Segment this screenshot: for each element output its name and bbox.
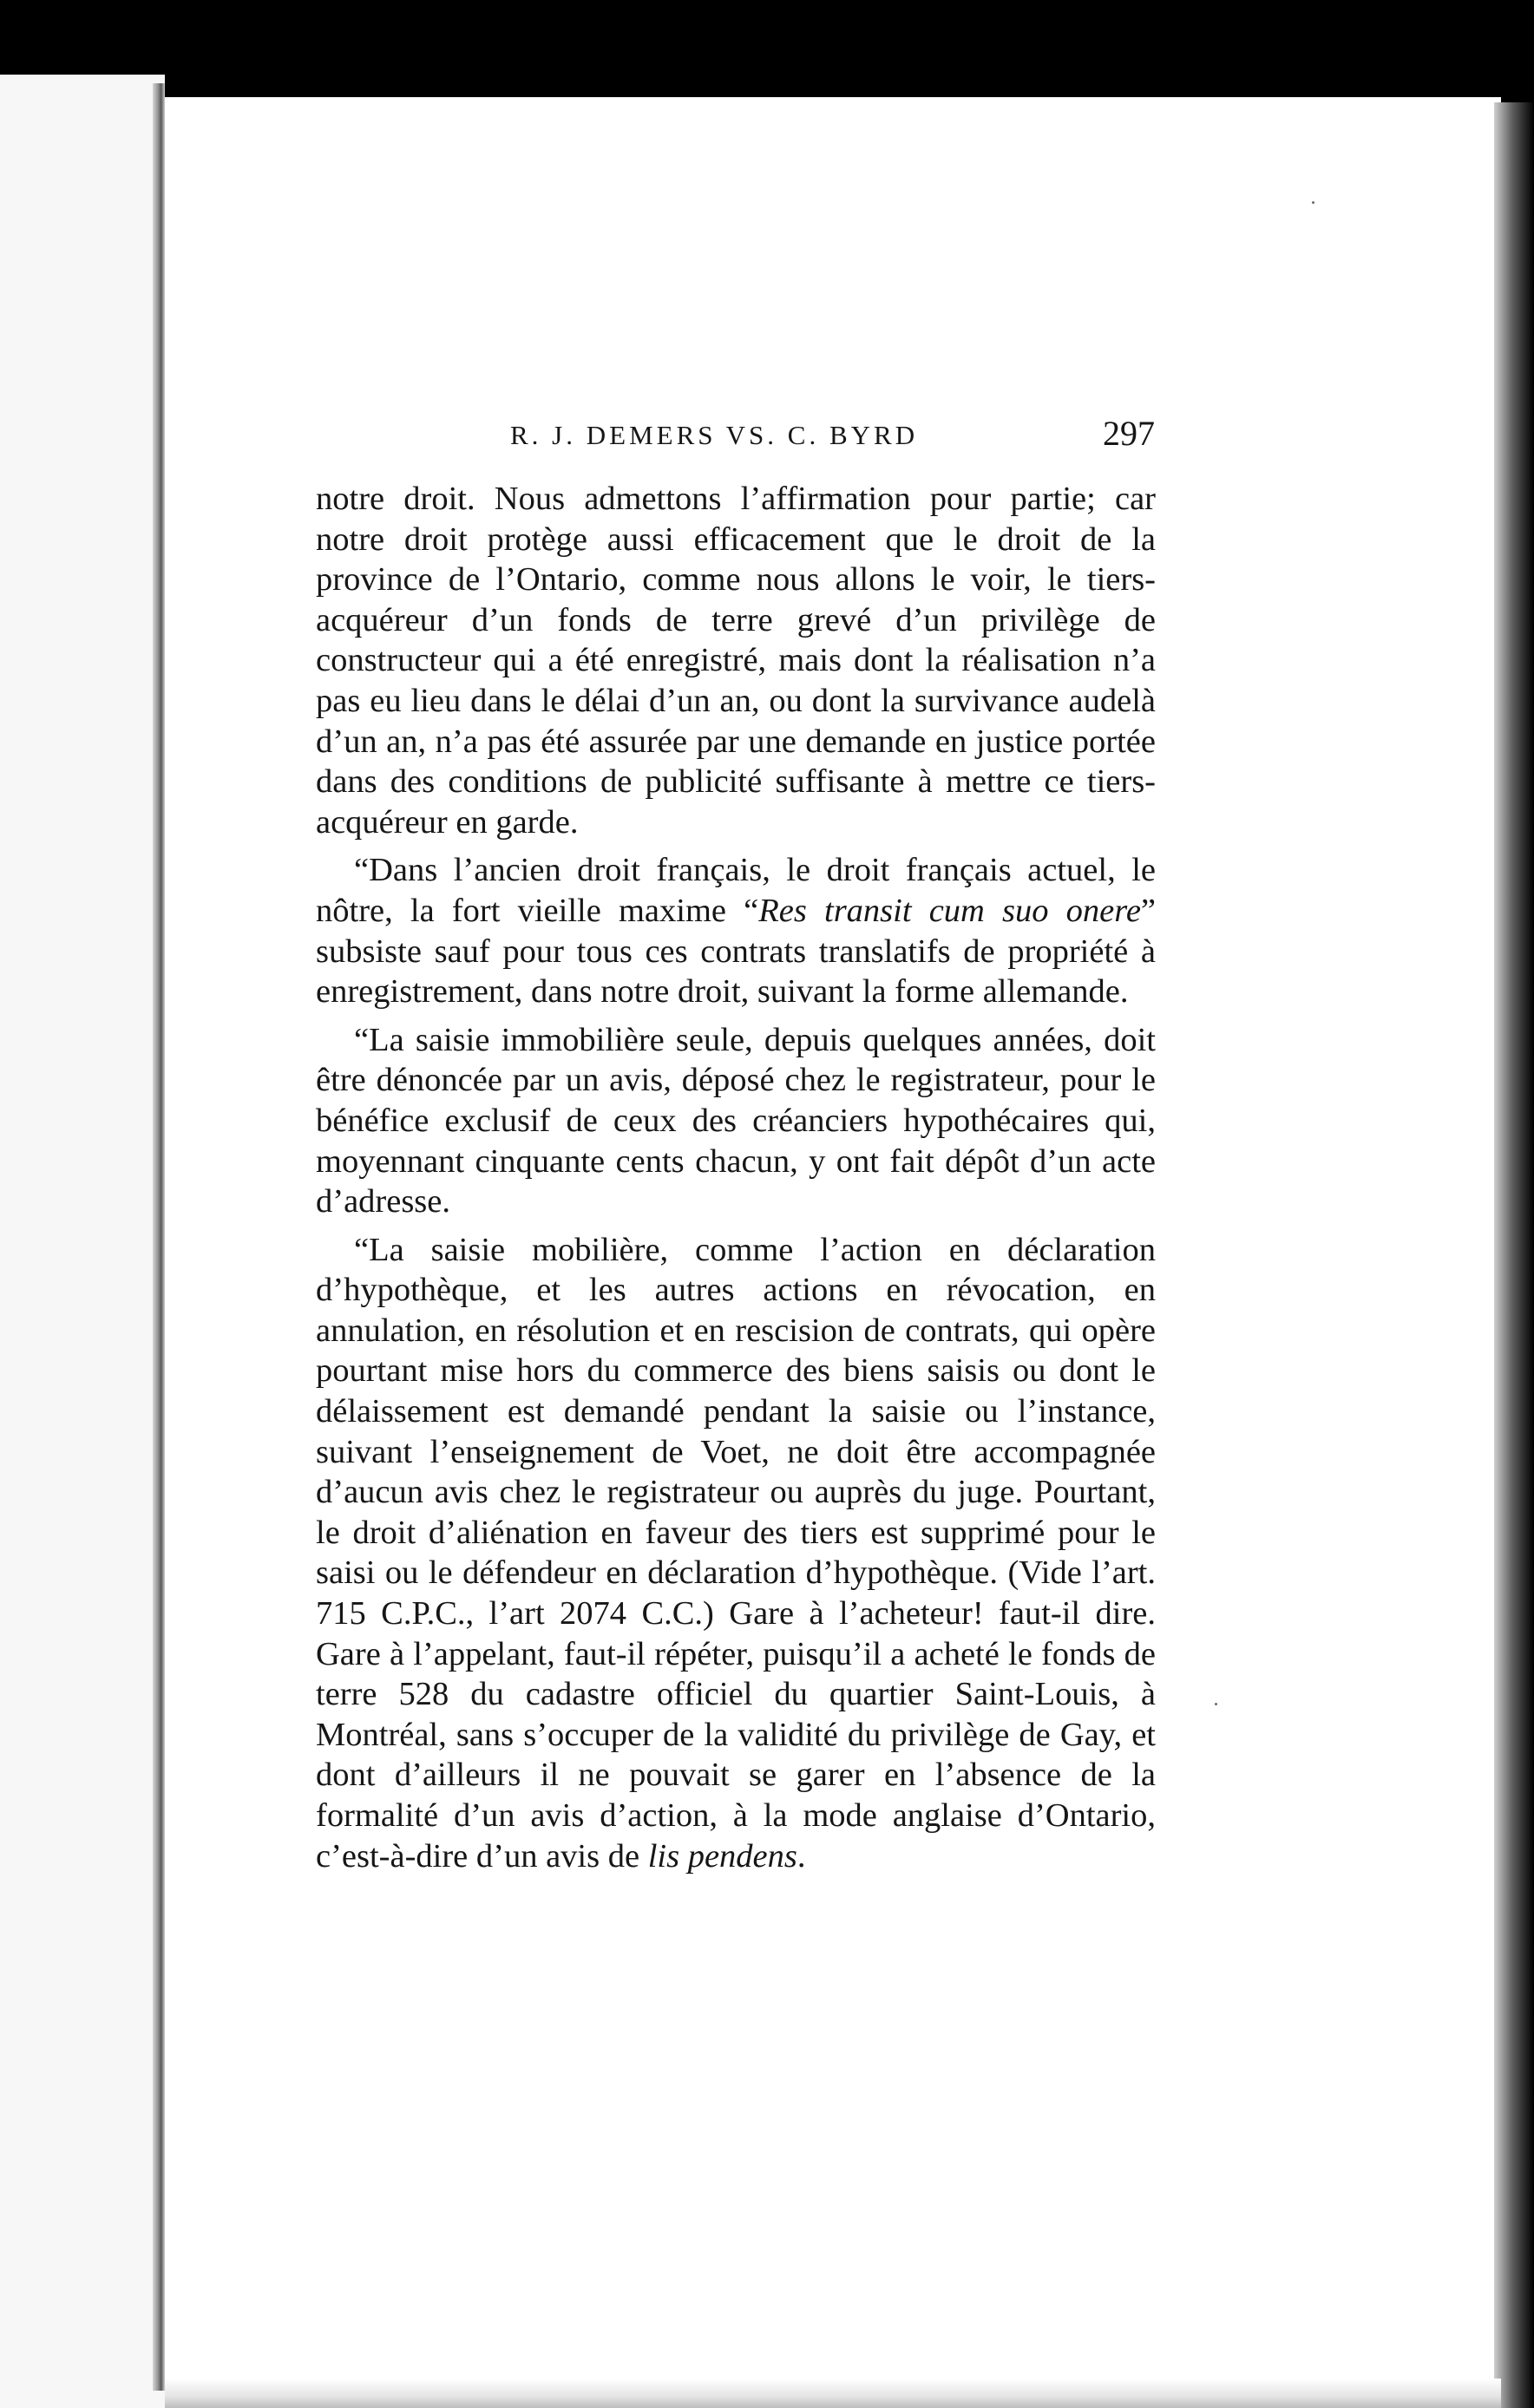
facing-page-edge	[0, 75, 165, 2408]
page-number: 297	[1103, 414, 1155, 453]
latin-term: lis pendens	[647, 1837, 797, 1875]
scan-top-border	[0, 0, 1534, 97]
body-text	[316, 479, 1156, 1884]
paragraph	[316, 850, 1156, 1011]
paragraph-text: “La saisie immobilière seule, depuis quelques années, doit être dénoncée par un avis, déposé chez le registrateur, pour le bénéfice exclusif de ceux des créanciers hypothécaires qui, moyennant cinquante cents chacun, y ont fait dépôt d’un acte d’adresse.	[316, 1021, 1156, 1220]
paragraph	[316, 1230, 1156, 1877]
paragraph-text: “Dans l’ancien droit français, le droit français actuel, le nôtre, la fort vieille maxime “	[316, 852, 1156, 929]
page-bottom-edge	[165, 2379, 1501, 2408]
latin-maxim: Res transit cum suo onere	[758, 892, 1141, 929]
paragraph-text: notre droit. Nous admettons l’affirmation pour partie; car notre droit protège aussi efficacement que le droit de la province de l’Ontario, comme nous allons le voir, le tiers-acquéreur d’un fonds de terre grevé d’un privilège de constructeur qui a été enregistré, mais dont la réalisation n’a pas eu lieu dans le délai d’un an, ou dont la survivance audelà d’un an, n’a pas été assurée par une demande en justice portée dans des conditions de publicité suffisante à mettre ce tiers-acquéreur en garde.	[316, 481, 1156, 841]
paragraph-text: ” subsiste sauf pour tous ces contrats translatifs de propriété à enregistrement, dans notre droit, suivant la forme allemande.	[316, 892, 1157, 1011]
running-head: R. J. DEMERS VS. C. BYRD	[510, 420, 919, 450]
scan-speck	[1215, 1703, 1217, 1705]
paragraph-text: “La saisie mobilière, comme l’action en déclaration d’hypothèque, et les autres actions en révocation, en annulation, en résolution et en rescision de contrats, qui opère pourtant mise hors du commerce des biens saisis ou dont le délaissement est demandé pendant la saisie ou l’instance, suivant l’enseignement de Voet, ne doit être accompagnée d’aucun avis chez le registrateur ou auprès du juge. Pourtant, le droit d’aliénation en faveur des tiers est supprimé pour le saisi ou le défendeur en déclaration d’hypothèque. (Vide l’art. 715 C.P.C., l’art 2074 C.C.) Gare à l’acheteur! faut-il dire. Gare à l’appelant, faut-il répéter, puisqu’il a acheté le fonds de terre 528 du cadastre officiel du quartier Saint-Louis, à Montréal, sans s’occuper de la validité du privilège de Gay, et dont d’ailleurs il ne pouvait se garer en l’absence de la formalité d’un avis d’action, à la mode anglaise d’Ontario, c’est-à-dire d’un avis de	[316, 1231, 1156, 1875]
page-right-shadow	[1494, 102, 1534, 2408]
scan-speck	[1312, 201, 1314, 204]
paragraph	[316, 1020, 1156, 1222]
paragraph-text: .	[796, 1837, 806, 1875]
book-gutter	[153, 83, 165, 2391]
paragraph	[316, 479, 1156, 842]
